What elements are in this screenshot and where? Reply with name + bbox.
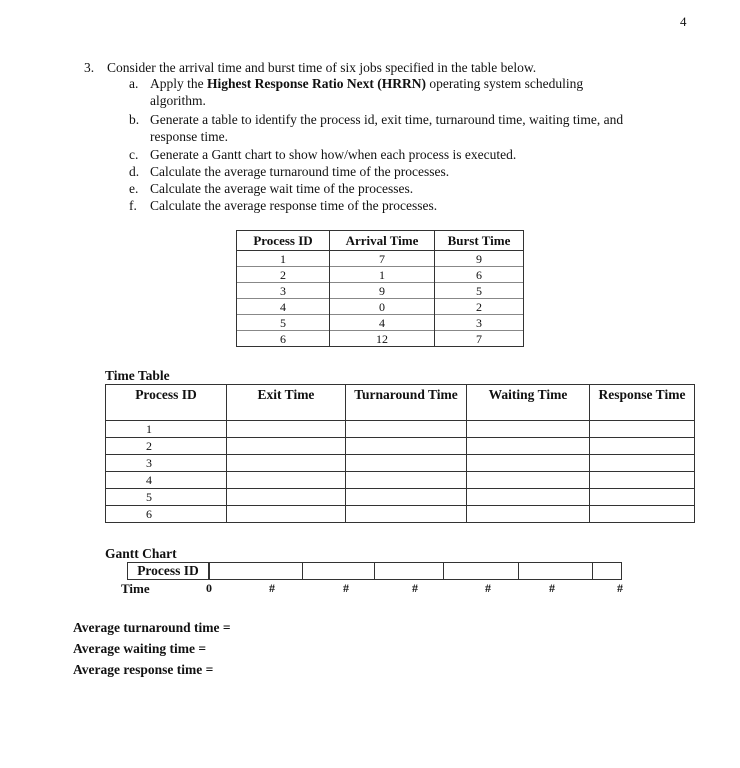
jobs-process-id: 3 bbox=[237, 283, 330, 299]
jobs-process-id: 4 bbox=[237, 299, 330, 315]
time-turnaround-cell[interactable] bbox=[346, 455, 467, 472]
question-intro: Consider the arrival time and burst time of six jobs specified in the table below. bbox=[107, 60, 537, 75]
question-item-line bbox=[150, 112, 623, 128]
question-item-label: a. bbox=[129, 76, 139, 91]
question-text: Apply the bbox=[150, 76, 207, 91]
question-item-label: e. bbox=[129, 181, 139, 196]
time-turnaround-cell[interactable] bbox=[346, 421, 467, 438]
jobs-row bbox=[237, 283, 524, 299]
time-table-title: Time Table bbox=[105, 368, 170, 383]
time-waiting-cell[interactable] bbox=[467, 472, 590, 489]
jobs-process-id: 1 bbox=[237, 251, 330, 267]
gantt-cell bbox=[375, 562, 444, 580]
question-item-line bbox=[150, 164, 449, 180]
gantt-cell bbox=[444, 562, 519, 580]
average-waiting-label: Average waiting time = bbox=[73, 641, 207, 656]
time-header-turnaround-time: Turnaround Time bbox=[346, 385, 467, 421]
time-table-row bbox=[106, 438, 695, 455]
average-response-label: Average response time = bbox=[73, 662, 214, 677]
time-header-response-time: Response Time bbox=[590, 385, 695, 421]
gantt-tick: 0 bbox=[206, 581, 212, 595]
gantt-cell bbox=[209, 562, 303, 580]
jobs-process-id: 6 bbox=[237, 331, 330, 347]
time-response-cell[interactable] bbox=[590, 489, 695, 506]
question-text: Calculate the average response time of the processes. bbox=[150, 198, 438, 213]
question-item-line bbox=[150, 93, 206, 109]
jobs-process-id: 2 bbox=[237, 267, 330, 283]
question-text: algorithm. bbox=[150, 93, 206, 108]
time-waiting-cell[interactable] bbox=[467, 489, 590, 506]
time-header-process-id: Process ID bbox=[106, 385, 227, 421]
question-text: Generate a table to identify the process id, exit time, turnaround time, waiting time, and bbox=[150, 112, 624, 127]
time-exit-cell[interactable] bbox=[227, 421, 346, 438]
question-item-label: d. bbox=[129, 164, 140, 179]
algorithm-name: Highest Response Ratio Next (HRRN) bbox=[207, 76, 426, 91]
time-process-id: 3 bbox=[106, 455, 227, 472]
gantt-cell bbox=[302, 562, 375, 580]
time-exit-cell[interactable] bbox=[227, 472, 346, 489]
question-number: 3. bbox=[84, 60, 95, 75]
time-waiting-cell[interactable] bbox=[467, 438, 590, 455]
question-item-line bbox=[150, 129, 228, 145]
jobs-header-arrival-time: Arrival Time bbox=[330, 231, 435, 251]
time-waiting-cell[interactable] bbox=[467, 421, 590, 438]
question-text: Calculate the average turnaround time of the processes. bbox=[150, 164, 450, 179]
gantt-tick: # bbox=[412, 581, 418, 595]
jobs-arrival-time: 1 bbox=[330, 267, 435, 283]
jobs-arrival-time: 9 bbox=[330, 283, 435, 299]
time-exit-cell[interactable] bbox=[227, 489, 346, 506]
jobs-burst-time: 5 bbox=[435, 283, 524, 299]
time-response-cell[interactable] bbox=[590, 438, 695, 455]
jobs-burst-time: 7 bbox=[435, 331, 524, 347]
jobs-row bbox=[237, 251, 524, 267]
question-text: Generate a Gantt chart to show how/when each process is executed. bbox=[150, 147, 517, 162]
time-header-exit-time: Exit Time bbox=[227, 385, 346, 421]
time-response-cell[interactable] bbox=[590, 506, 695, 523]
question-text: Calculate the average wait time of the processes. bbox=[150, 181, 414, 196]
jobs-header-burst-time: Burst Time bbox=[435, 231, 524, 251]
time-turnaround-cell[interactable] bbox=[346, 489, 467, 506]
jobs-arrival-time: 4 bbox=[330, 315, 435, 331]
gantt-time-label: Time bbox=[121, 581, 150, 596]
time-table-row bbox=[106, 506, 695, 523]
jobs-arrival-time: 12 bbox=[330, 331, 435, 347]
time-waiting-cell[interactable] bbox=[467, 455, 590, 472]
gantt-tick: # bbox=[549, 581, 555, 595]
jobs-row bbox=[237, 315, 524, 331]
question-text: operating system scheduling bbox=[425, 76, 584, 91]
jobs-row bbox=[237, 331, 524, 347]
gantt-cell bbox=[519, 562, 593, 580]
time-exit-cell[interactable] bbox=[227, 438, 346, 455]
jobs-arrival-time: 7 bbox=[330, 251, 435, 267]
jobs-row bbox=[237, 299, 524, 315]
jobs-header-process-id: Process ID bbox=[237, 231, 330, 251]
jobs-burst-time: 9 bbox=[435, 251, 524, 267]
gantt-tick: # bbox=[269, 581, 275, 595]
gantt-tick: # bbox=[617, 581, 623, 595]
question-item-line bbox=[150, 198, 437, 214]
time-header-waiting-time: Waiting Time bbox=[467, 385, 590, 421]
time-turnaround-cell[interactable] bbox=[346, 472, 467, 489]
time-table-row bbox=[106, 421, 695, 438]
time-process-id: 4 bbox=[106, 472, 227, 489]
jobs-row bbox=[237, 267, 524, 283]
time-exit-cell[interactable] bbox=[227, 506, 346, 523]
jobs-burst-time: 6 bbox=[435, 267, 524, 283]
time-table-row bbox=[106, 489, 695, 506]
time-process-id: 6 bbox=[106, 506, 227, 523]
question-item-label: b. bbox=[129, 112, 140, 127]
gantt-process-label: Process ID bbox=[127, 562, 209, 580]
time-process-id: 5 bbox=[106, 489, 227, 506]
time-turnaround-cell[interactable] bbox=[346, 438, 467, 455]
time-table-row bbox=[106, 472, 695, 489]
time-response-cell[interactable] bbox=[590, 472, 695, 489]
time-response-cell[interactable] bbox=[590, 455, 695, 472]
question-item-label: c. bbox=[129, 147, 139, 162]
time-waiting-cell[interactable] bbox=[467, 506, 590, 523]
time-process-id: 2 bbox=[106, 438, 227, 455]
jobs-process-id: 5 bbox=[237, 315, 330, 331]
jobs-table bbox=[236, 230, 524, 347]
time-turnaround-cell[interactable] bbox=[346, 506, 467, 523]
jobs-arrival-time: 0 bbox=[330, 299, 435, 315]
time-process-id: 1 bbox=[106, 421, 227, 438]
jobs-burst-time: 3 bbox=[435, 315, 524, 331]
jobs-burst-time: 2 bbox=[435, 299, 524, 315]
time-response-cell[interactable] bbox=[590, 421, 695, 438]
gantt-tick: # bbox=[343, 581, 349, 595]
page-number: 4 bbox=[680, 14, 687, 29]
gantt-title: Gantt Chart bbox=[105, 546, 177, 561]
gantt-tick: # bbox=[485, 581, 491, 595]
gantt-cell bbox=[593, 562, 622, 580]
question-item-line bbox=[150, 76, 583, 92]
time-table bbox=[105, 384, 695, 523]
question-item-label: f. bbox=[129, 198, 137, 213]
time-exit-cell[interactable] bbox=[227, 455, 346, 472]
question-item-line bbox=[150, 181, 413, 197]
time-table-row bbox=[106, 455, 695, 472]
question-text: response time. bbox=[150, 129, 228, 144]
question-item-line bbox=[150, 147, 516, 163]
average-turnaround-label: Average turnaround time = bbox=[73, 620, 231, 635]
